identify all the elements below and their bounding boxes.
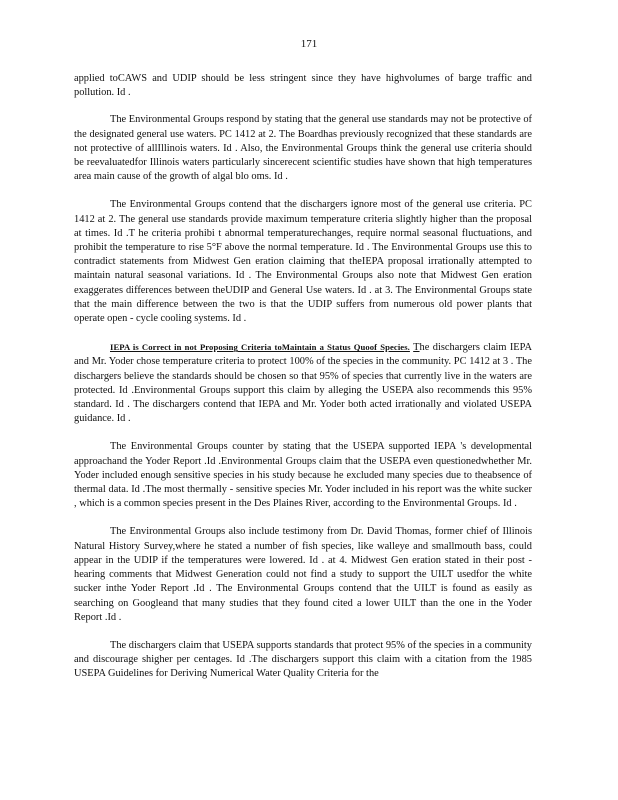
document-body: [74, 72, 532, 696]
paragraph: The Environmental Groups respond by stating that the general use standards may not be protective of the designated general use waters. PC 1412 at 2. The Boardhas previously recognized that these standards are not protective of allIllinois waters. Id . Also, the Environmental Groups think the general use criteria should be reevaluatedfor Illinois waters particularly sincerecent scientific studies have shown that high temperatures area main cause of the growth of algal blo oms. Id .: [74, 114, 532, 183]
section-heading: IEPA is Correct in not Proposing Criteria toMaintain a Status Quoof Species.: [110, 342, 410, 353]
heading-paragraph: [74, 340, 532, 426]
paragraph: The Environmental Groups contend that the dischargers ignore most of the general use criteria. PC 1412 at 2. The general use standards provide maximum temperature criteria slightly higher than the proposal at times. Id .T he criteria prohibi t abnormal temperaturechanges, require normal seasonal fluctuations, and prohibit the temperature to rise 5°F above the normal temperature. Id . The Environmental Groups use this to contradict statements from Midwest Gen eration claiming that theIEPA proposal irrationally attempted to maintain natural seasonal variations. Id . The Environmental Groups also note that Midwest Gen eration exaggerates differences between theUDIP and General Use waters. Id . at 3. The Environmental Groups state that the main difference between the two is that the UDIP suffers from numerous old power plants that operate open - cycle cooling systems. Id .: [74, 199, 532, 325]
heading-paragraph-text: he dischargers claim IEPA and Mr. Yoder chose temperature criteria to protect 100% of the species in the community. PC 1412 at 3 . The dischargers believe the standards should be chosen so that 95% of species that currently live in the waters are protected. Id .Environmental Groups support this claim by alleging the USEPA also recommends this 95% standard. Id . The dischargers contend that IEPA and Mr. Yoder both acted irrationally and violated USEPA guidance. Id .: [74, 342, 532, 425]
page-number: 171: [300, 38, 318, 50]
paragraph: The Environmental Groups also include testimony from Dr. David Thomas, former chief of Illinois Natural History Survey,where he stated a number of fish species, like walleye and smallmouth bass, could appear in the UDIP if the temperatures were lowered. Id . at 4. Midwest Gen eration stated in their post - hearing comments that Midwest Generation could not find a study to support the UILT usedfor the white sucker inthe Yoder Report .Id . The Environmental Groups contend that the UILT is found as easily as searching on Googleand that many studies that they found cited a lower UILT than the one in the Yoder Report .Id .: [74, 526, 532, 623]
paragraph: applied toCAWS and UDIP should be less stringent since they have highvolumes of barge traffic and pollution. Id .: [74, 73, 532, 99]
paragraph: The dischargers claim that USEPA supports standards that protect 95% of the species in a community and discourage shigher per centages. Id .The dischargers support this claim with a citation from the 1985 USEPA Guidelines for Deriving Numerical Water Quality Criteria for the: [74, 639, 532, 680]
heading-initial-letter: T: [413, 342, 420, 354]
paragraph: The Environmental Groups counter by stating that the USEPA supported IEPA 's developmental approachand the Yoder Report .Id .Environmental Groups claim that the USEPA even questionedwhether Mr. Yoder included enough sensitive species in his study because he excluded many species due to theabsence of thermal data. Id .The most thermally - sensitive species Mr. Yoder included in his report was the white sucker , which is a common species present in the Des Plaines River, according to the Environmental Groups. Id .: [74, 441, 532, 510]
